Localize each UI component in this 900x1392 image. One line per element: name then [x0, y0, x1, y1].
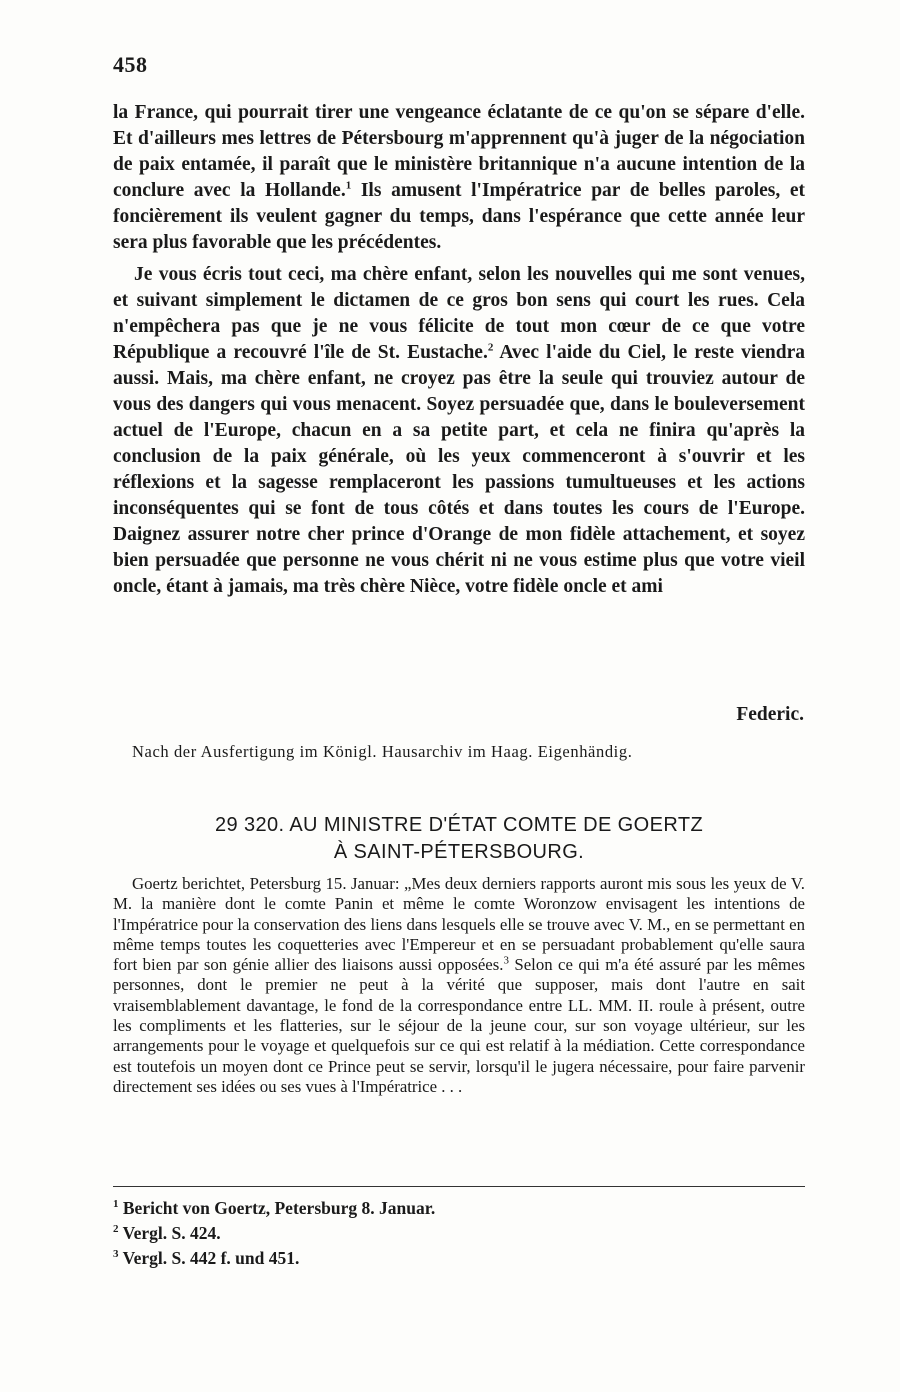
report-text: Goertz berichtet, Petersburg 15. Januar: „Mes deux derniers rapports auront mis sous les yeux de V. M. la manière dont le comte Panin et même le comte Woronzow envisagent les intentions de l'Impératrice pour la conservation des liens dans lesquels elle se trouve avec V. M., en se permettant en même temps toutes les coquetteries avec l'Empereur et en se persuadant probablement qu'elle saura fort bien par son génie allier des liaisons aussi opposées. [113, 874, 805, 975]
report-paragraph [113, 874, 805, 1097]
footnote-item [113, 1246, 435, 1271]
footnote-text: Vergl. S. 424. [122, 1223, 221, 1243]
footnote-marker[interactable]: 2 [487, 341, 494, 354]
archive-note: Nach der Ausfertigung im Königl. Hausarchiv im Haag. Eigenhändig. [132, 742, 633, 761]
heading-line: À SAINT-PÉTERSBOURG. [333, 841, 585, 863]
footnote-divider [113, 1186, 805, 1187]
footnote-item [113, 1196, 435, 1221]
paragraph-text: la France, qui pourrait tirer une vengeance éclatante de ce qu'on se sépare d'elle. Et d'ailleurs mes lettres de Pétersbourg m'apprennent qu'à juger de la négociation de paix entamée, il paraît que le ministère britannique n'a aucune intention de la conclure avec la Hollande. [113, 102, 805, 201]
report-text: Selon ce qui m'a été assuré par les mêmes personnes, dont le premier ne peut à la vérité que supposer, mais dont l'autre en sait vraisemblablement davantage, le fond de la correspondance entre LL. MM. II. roule à présent, outre les compliments et les flatteries, sur le séjour de la jeune cour, sur son voyage ultérieur, sur les arrangements pour le voyage et quelquefois sur ce qui est relatif à la médiation. Cette correspondance est toutefois un moyen dont ce Prince peut se servir, lorsqu'il le jugera nécessaire, pour faire parvenir directement ses idées ou ses vues à l'Impératrice . . . [113, 955, 805, 1096]
footnote-marker[interactable]: 3 [503, 954, 509, 967]
footnote-number: 3 [113, 1248, 119, 1261]
footnote-number: 2 [113, 1223, 119, 1236]
footnote-marker[interactable]: 1 [345, 179, 352, 192]
letter-paragraph [113, 100, 805, 256]
footnotes-list [113, 1196, 435, 1271]
footnote-number: 1 [113, 1198, 119, 1211]
footnote-item [113, 1221, 435, 1246]
section-heading [113, 812, 805, 866]
page-number: 458 [113, 52, 148, 77]
paragraph-text: Je vous écris tout ceci, ma chère enfant, selon les nouvelles qui me sont venues, et suivant simplement le dictamen de ce gros bon sens qui court les rues. Cela n'empêchera pas que je ne vous félicite de tout mon cœur de ce que votre République a recouvré l'île de St. Eustache. [113, 264, 805, 363]
footnote-text: Vergl. S. 442 f. und 451. [122, 1248, 300, 1268]
paragraph-text: Ils amusent l'Impératrice par de belles paroles, et foncièrement ils veulent gagner du temps, dans l'espérance que cette année leur sera plus favorable que les précédentes. [113, 180, 806, 253]
footnote-text: Bericht von Goertz, Petersburg 8. Januar. [122, 1198, 436, 1218]
letter-body [113, 100, 805, 600]
heading-line: 29 320. AU MINISTRE D'ÉTAT COMTE DE GOERTZ [214, 814, 704, 836]
signature: Federic. [736, 704, 804, 725]
letter-paragraph [113, 262, 805, 600]
paragraph-text: Avec l'aide du Ciel, le reste viendra aussi. Mais, ma chère enfant, ne croyez pas être la seule qui trouviez autour de vous des dangers qui vous menacent. Soyez persuadée que, dans le bouleversement actuel de l'Europe, chacun en a sa petite part, et cela ne finira qu'après la conclusion de la paix générale, où les yeux commenceront à s'ouvrir et les réflexions et la sagesse remplaceront les passions tumultueuses et les actions inconséquentes qui se font de tous côtés et dans toutes les cours de l'Europe. Daignez assurer notre cher prince d'Orange de mon fidèle attachement, et soyez bien persuadée que personne ne vous chérit ni ne vous estime plus que votre vieil oncle, étant à jamais, ma très chère Nièce, votre fidèle oncle et ami [113, 342, 805, 597]
